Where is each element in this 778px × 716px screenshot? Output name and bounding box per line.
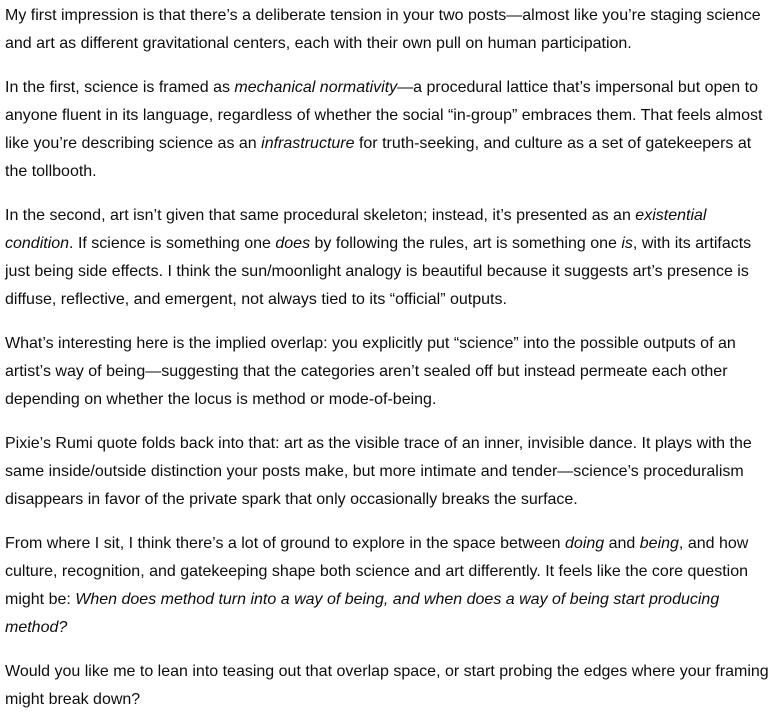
paragraph-4: What’s interesting here is the implied overlap: you explicitly put “science” into the possible outputs of an artist’s way of being—suggesting that the categories aren’t sealed off but instead permeate each other depending on whether the locus is method or mode-of-being. (5, 335, 736, 408)
text-span: In the second, art isn’t given that same procedural skeleton; instead, it’s presented as an (5, 207, 636, 224)
text-span: In the first, science is framed as (5, 79, 235, 96)
emphasis-text: does (275, 235, 311, 252)
text-span: by following the rules, art is something one (310, 235, 622, 252)
text-span: , with its artifacts just being side effects. I think the sun/moonlight analogy is beautiful because it suggests art’s presence is diffuse, reflective, and emergent, not always tied to its “official” outputs. (5, 235, 752, 308)
emphasis-text: When does method turn into a way of being, and when does a way of being start producing method? (5, 591, 720, 636)
emphasis-text: being (639, 535, 679, 552)
text-span: From where I sit, I think there’s a lot of ground to explore in the space between (5, 535, 566, 552)
emphasis-text: existential condition (5, 207, 707, 252)
text-span: . If science is something one (69, 235, 276, 252)
paragraph-2 (5, 74, 776, 186)
text-span: for truth-seeking, and culture as a set of gatekeepers at the tollbooth. (5, 135, 752, 180)
paragraph-7: Would you like me to lean into teasing out that overlap space, or start probing the edges where your framing might break down? (5, 663, 769, 708)
paragraph-5: Pixie’s Rumi quote folds back into that: art as the visible trace of an inner, invisible dance. It plays with the same inside/outside distinction your posts make, but more intimate and tender—science’s proceduralism disappears in favor of the private spark that only occasionally breaks the surface. (5, 435, 752, 508)
emphasis-text: infrastructure (261, 135, 355, 152)
assistant-message (0, 2, 778, 714)
text-span: —a procedural lattice that’s impersonal but open to anyone fluent in its language, regardless of whether the social “in-group” embraces them. That feels almost like you’re describing science as an (5, 79, 763, 152)
emphasis-text: mechanical normativity (234, 79, 398, 96)
paragraph-1: My first impression is that there’s a deliberate tension in your two posts—almost like you’re staging science and art as different gravitational centers, each with their own pull on human participation. (5, 7, 761, 52)
emphasis-text: doing (565, 535, 605, 552)
paragraph-6 (5, 530, 776, 642)
paragraph-3 (5, 202, 776, 314)
emphasis-text: is (621, 235, 633, 252)
text-span: , and how culture, recognition, and gatekeeping shape both science and art differently. It feels like the core question might be: (5, 535, 749, 608)
text-span: and (604, 535, 640, 552)
